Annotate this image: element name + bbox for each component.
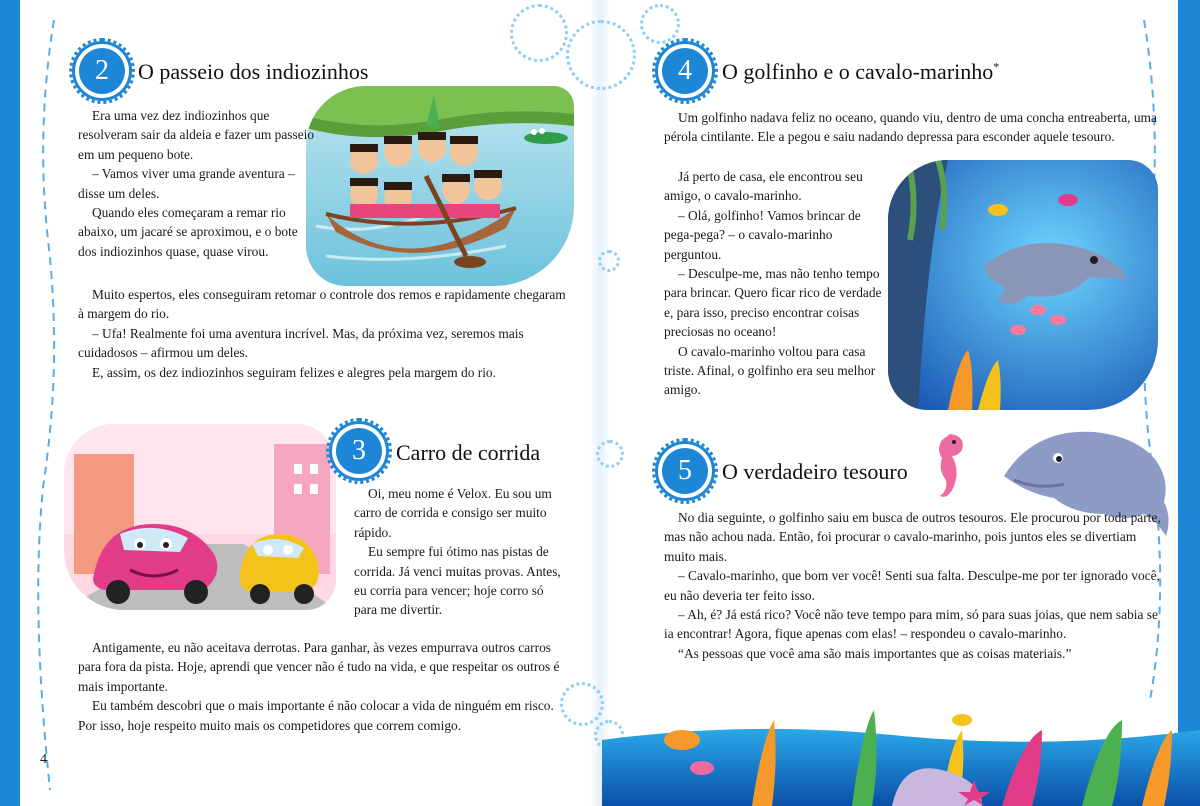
story-title-2: O passeio dos indiozinhos [138, 59, 369, 84]
paragraph: – Olá, golfinho! Vamos brincar de pega-pega? – o cavalo-marinho perguntou. [664, 207, 861, 262]
paragraph: Eu sempre fui ótimo nas pistas de corrida. Já venci muitas provas. Antes, eu corria para vencer; hoje corro só para me divertir. [354, 544, 561, 618]
story-text-5 [664, 508, 1164, 663]
paragraph: “As pessoas que você ama são mais importantes que as coisas materiais.” [678, 645, 1072, 661]
paragraph: No dia seguinte, o golfinho saiu em busca de outros tesouros. Ele procurou por toda parte, mas não achou nada. Então, foi procurar o cavalo-marinho, pois juntos eles se divertiam muito mais. [664, 510, 1161, 564]
title-footnote-mark: * [993, 59, 1000, 74]
paragraph: Um golfinho nadava feliz no oceano, quando viu, dentro de uma concha entreaberta, uma pérola cintilante. Ele a pegou e saiu nadando depressa para esconder aquele tesouro. [664, 110, 1157, 145]
illustration-seabed [602, 700, 1200, 806]
illustration-race-cars [64, 424, 336, 610]
story-number-2: 2 [79, 48, 125, 94]
bubble-decoration [598, 250, 620, 272]
story-title-5: O verdadeiro tesouro [722, 459, 908, 484]
paragraph: Oi, meu nome é Velox. Eu sou um carro de corrida e consigo ser muito rápido. [354, 486, 552, 540]
paragraph: Já perto de casa, ele encontrou seu amigo, o cavalo-marinho. [664, 169, 863, 204]
paragraph: Era uma vez dez indiozinhos que resolveram sair da aldeia e fazer um passeio em um pequeno bote. [78, 108, 315, 162]
paragraph: O cavalo-marinho voltou para casa triste. Afinal, o golfinho era seu melhor amigo. [664, 343, 876, 398]
bubble-decoration [596, 440, 624, 468]
bubble-decoration [566, 20, 636, 90]
seahorse-icon [924, 430, 974, 506]
story-text-3 [354, 484, 564, 620]
story-text-2 [78, 106, 318, 261]
paragraph: E, assim, os dez indiozinhos seguiram felizes e alegres pela margem do rio. [92, 364, 496, 380]
paragraph: – Vamos viver uma grande aventura – disse um deles. [78, 166, 295, 201]
story-number-4: 4 [662, 48, 708, 94]
paragraph: Antigamente, eu não aceitava derrotas. Para ganhar, às vezes empurrava outros carros para fora da pista. Hoje, aprendi que vencer não é tudo na vida, e que respeitar os outros é mais importante. [78, 640, 560, 694]
illustration-canoe [306, 86, 574, 286]
page-number: 4 [40, 752, 47, 767]
bubble-decoration [510, 4, 568, 62]
paragraph: Quando eles começaram a remar rio abaixo, um jacaré se aproximou, e o bote dos indiozinhos quase, quase virou. [78, 205, 298, 259]
story-title-3: Carro de corrida [396, 440, 541, 465]
story-number-3: 3 [336, 428, 382, 474]
story-title-4 [722, 59, 999, 85]
bubble-decoration [560, 682, 604, 726]
story-text-4-wide [664, 108, 1160, 147]
paragraph: Eu também descobri que o mais importante é não colocar a vida de ninguém em risco. Por isso, hoje respeito muito mais os competidores que correm comigo. [78, 698, 554, 733]
story-text-2-wide [78, 285, 568, 382]
paragraph: – Cavalo-marinho, que bom ver você! Senti sua falta. Desculpe-me por ter ignorado você, eu não deveria ter feito isso. [664, 568, 1160, 603]
story-text-3-wide [78, 638, 564, 735]
story-text-4 [664, 167, 886, 400]
paragraph: – Ufa! Realmente foi uma aventura incrível. Mas, da próxima vez, seremos mais cuidadosos – afirmou um deles. [78, 325, 524, 361]
story-title-4-text: O golfinho e o cavalo-marinho [722, 59, 994, 84]
paragraph: – Desculpe-me, mas não tenho tempo para brincar. Quero ficar rico de verdade e, para isso, preciso encontrar coisas preciosas no oceano! [664, 266, 882, 340]
bubble-decoration [640, 4, 680, 44]
story-number-5: 5 [662, 448, 708, 494]
paragraph: – Ah, é? Já está rico? Você não teve tempo para mim, só para suas joias, que nem sabia se ia encontrar! Agora, fique apenas com elas! – respondeu o cavalo-marinho. [664, 607, 1158, 642]
illustration-ocean-dolphin [888, 160, 1158, 410]
paragraph: Muito espertos, eles conseguiram retomar o controle dos remos e rapidamente chegaram à margem do rio. [78, 287, 566, 322]
